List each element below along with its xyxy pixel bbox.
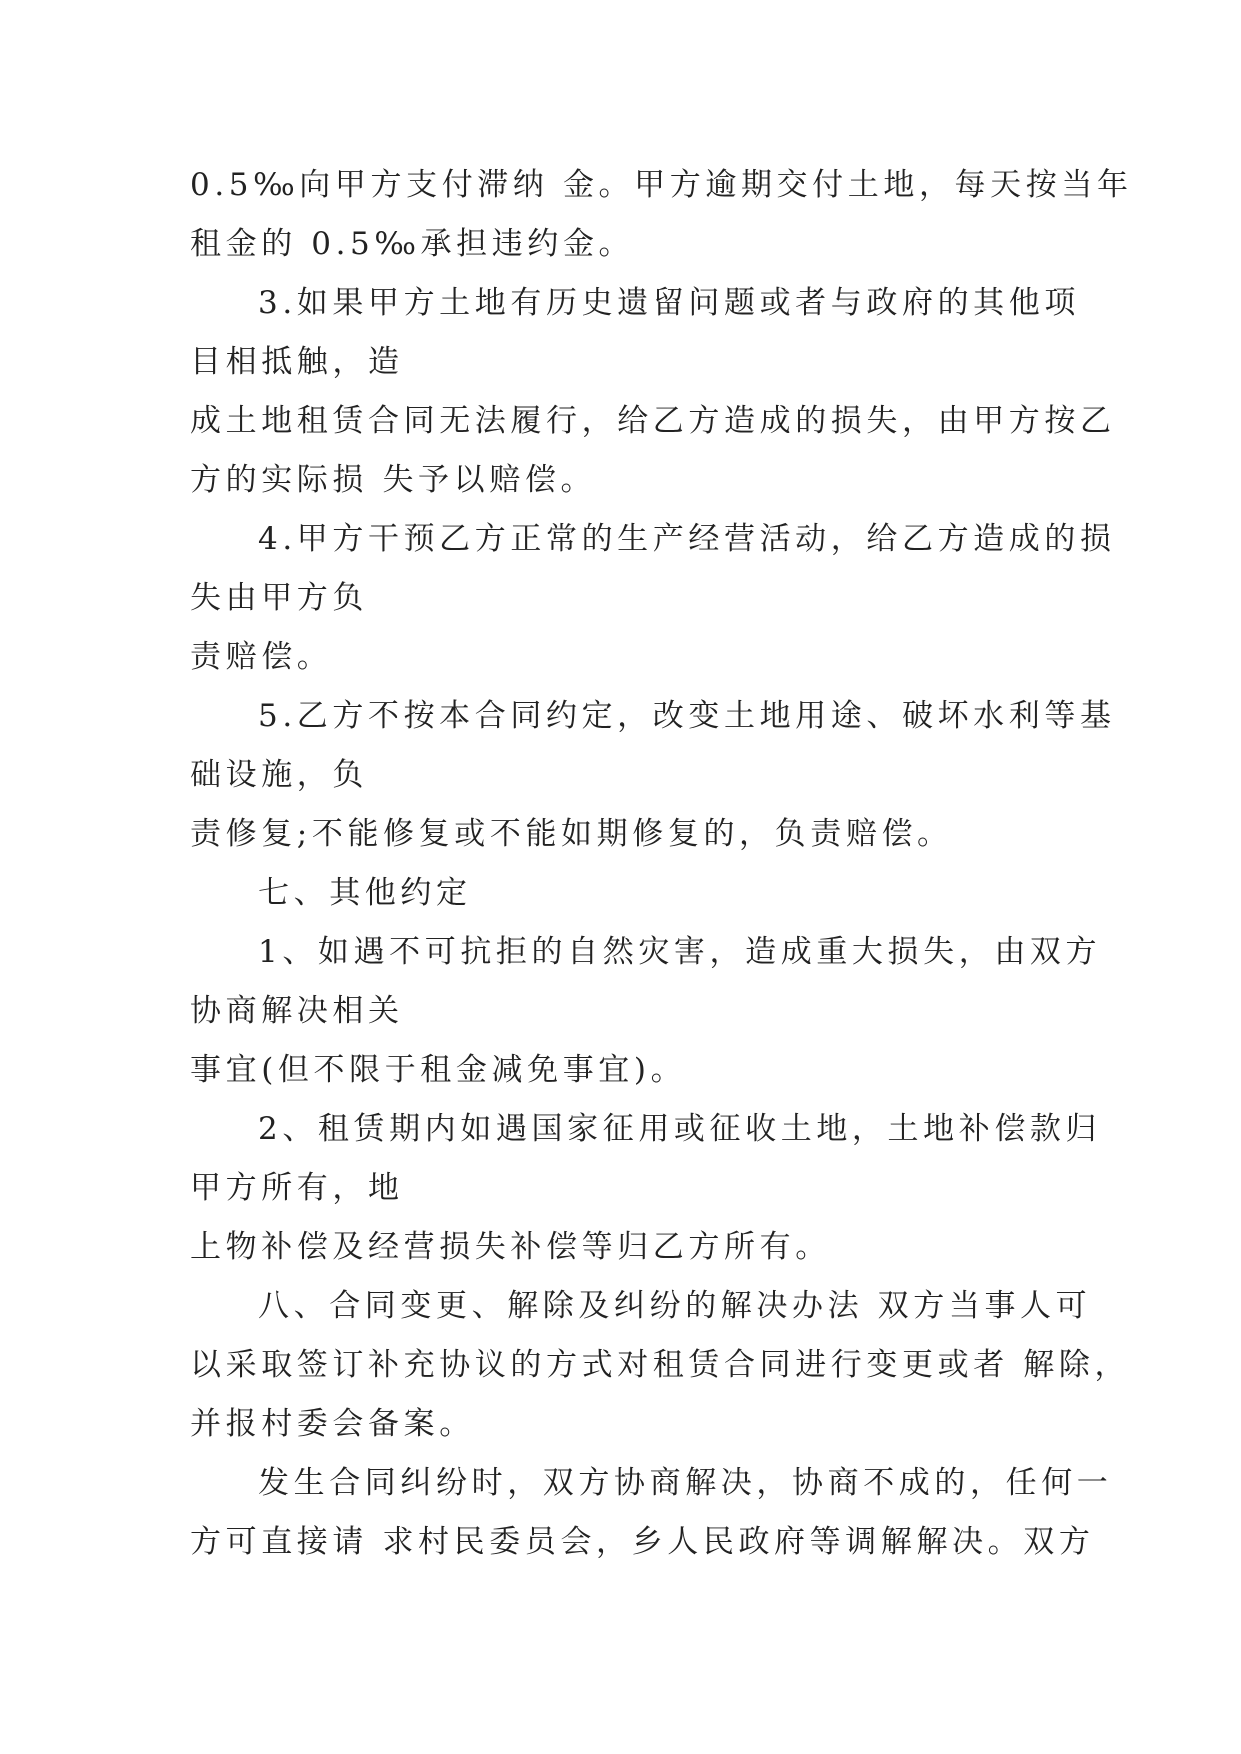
text-line: 上物补偿及经营损失补偿等归乙方所有。 — [190, 1229, 831, 1265]
text-line: 5.乙方不按本合同约定，改变土地用途、破坏水利等基 — [258, 698, 1116, 734]
text-line: 发生合同纠纷时，双方协商解决，协商不成的，任何一 — [258, 1465, 1113, 1501]
text-line: 方可直接请 求村民委员会，乡人民政府等调解解决。双方 — [190, 1524, 1095, 1560]
text-line: 成土地租赁合同无法履行，给乙方造成的损失，由甲方按乙 — [190, 403, 1116, 439]
text-line: 1、如遇不可抗拒的自然灾害，造成重大损失，由双方 — [258, 934, 1102, 970]
text-line: 责赔偿。 — [190, 639, 333, 675]
text-line: 0.5‰向甲方支付滞纳 金。甲方逾期交付土地，每天按当年 — [190, 167, 1133, 203]
text-line: 础设施，负 — [190, 757, 368, 793]
text-line: 甲方所有，地 — [190, 1170, 404, 1206]
text-line: 并报村委会备案。 — [190, 1406, 475, 1442]
text-line: 2、租赁期内如遇国家征用或征收土地，土地补偿款归 — [258, 1111, 1102, 1147]
text-line: 目相抵触，造 — [190, 344, 404, 380]
text-line: 租金的 0.5‰承担违约金。 — [190, 226, 635, 262]
text-line: 3.如果甲方土地有历史遗留问题或者与政府的其他项 — [258, 285, 1080, 321]
section-heading: 八、合同变更、解除及纠纷的解决办法 双方当事人可 — [258, 1288, 1092, 1324]
section-heading: 七、其他约定 — [258, 875, 472, 911]
text-line: 责修复;不能修复或不能如期修复的，负责赔偿。 — [190, 816, 953, 852]
text-line: 4.甲方干预乙方正常的生产经营活动，给乙方造成的损 — [258, 521, 1116, 557]
text-line: 事宜(但不限于租金减免事宜)。 — [190, 1052, 687, 1088]
text-line: 协商解决相关 — [190, 993, 404, 1029]
text-line: 方的实际损 失予以赔偿。 — [190, 462, 597, 498]
text-line: 以采取签订补充协议的方式对租赁合同进行变更或者 解除， — [190, 1347, 1131, 1383]
text-line: 失由甲方负 — [190, 580, 368, 616]
